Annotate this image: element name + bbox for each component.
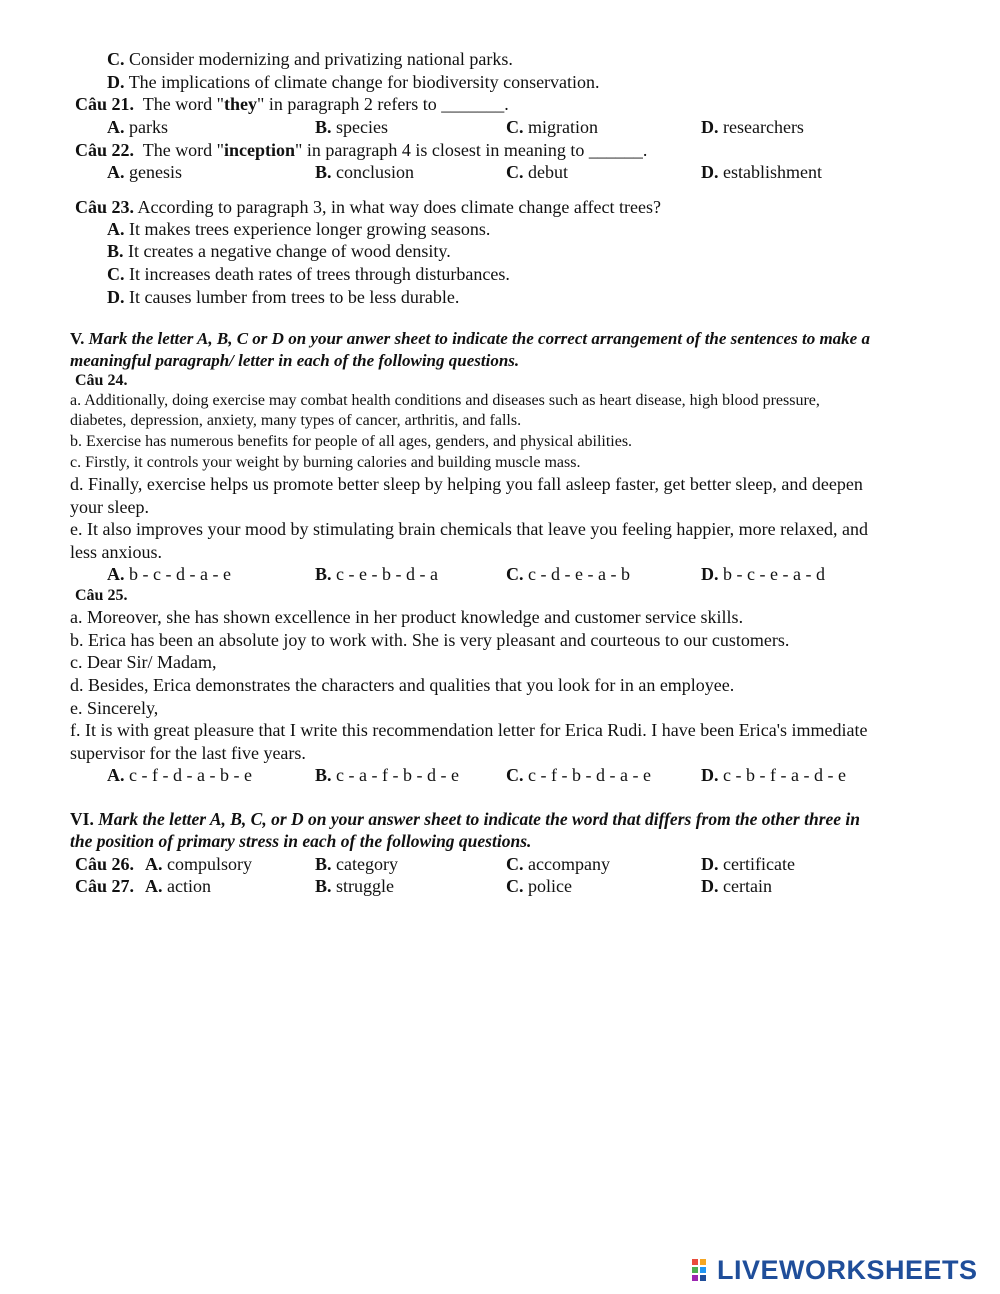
logo-text: LIVEWORKSHEETS (717, 1254, 978, 1285)
q27-option-c[interactable]: C. police (506, 876, 572, 896)
q23-option-b[interactable]: B. It creates a negative change of wood density. (107, 241, 451, 261)
q24-option-b[interactable]: B. c - e - b - d - a (315, 564, 438, 584)
section-6-instruction: VI. Mark the letter A, B, C, or D on your answer sheet to indicate the word that differs from the other three in (70, 809, 861, 829)
section-6-instruction-cont: the position of primary stress in each of the following questions. (70, 831, 532, 851)
q24-sentence-e: e. It also improves your mood by stimulating brain chemicals that leave you feeling happier, more relaxed, and (70, 519, 869, 539)
q27-option-a[interactable]: A. action (145, 876, 211, 896)
q21-option-d[interactable]: D. researchers (701, 117, 804, 137)
q21-option-c[interactable]: C. migration (506, 117, 598, 137)
q27-option-b[interactable]: B. struggle (315, 876, 395, 896)
q21-option-a[interactable]: A. parks (107, 117, 168, 137)
q25-sentence-a: a. Moreover, she has shown excellence in her product knowledge and customer service skills. (70, 607, 744, 627)
q25-option-d[interactable]: D. c - b - f - a - d - e (701, 765, 846, 785)
q24-number: Câu 24. (75, 372, 128, 389)
q24-sentence-b: b. Exercise has numerous benefits for people of all ages, genders, and physical abilities. (70, 433, 633, 450)
q20-option-d: D. The implications of climate change for biodiversity conservation. (107, 72, 600, 92)
liveworksheets-logo[interactable] (692, 1255, 978, 1285)
q27-option-d[interactable]: D. certain (701, 876, 772, 896)
q24-sentence-e-cont: less anxious. (70, 542, 162, 562)
blocks-icon (692, 1257, 714, 1283)
q23-option-d[interactable]: D. It causes lumber from trees to be less durable. (107, 287, 460, 307)
q25-sentence-f-cont: supervisor for the last five years. (70, 743, 306, 763)
q24-option-d[interactable]: D. b - c - e - a - d (701, 564, 825, 584)
q25-number: Câu 25. (75, 587, 128, 604)
section-5-instruction-cont: meaningful paragraph/ letter in each of the following questions. (70, 351, 520, 370)
q27-number: Câu 27. (75, 876, 135, 896)
q23-stem: Câu 23. According to paragraph 3, in what way does climate change affect trees? (75, 197, 661, 217)
q24-option-c[interactable]: C. c - d - e - a - b (506, 564, 630, 584)
q25-sentence-d: d. Besides, Erica demonstrates the characters and qualities that you look for in an employee. (70, 675, 735, 695)
q24-sentence-d: d. Finally, exercise helps us promote better sleep by helping you fall asleep faster, get better sleep, and deepen (70, 474, 863, 494)
q23-option-c[interactable]: C. It increases death rates of trees through disturbances. (107, 264, 510, 284)
q24-option-a[interactable]: A. b - c - d - a - e (107, 564, 231, 584)
q25-sentence-b: b. Erica has been an absolute joy to work with. She is very pleasant and courteous to our customers. (70, 630, 790, 650)
q24-sentence-d-cont: your sleep. (70, 497, 149, 517)
q26-option-a[interactable]: A. compulsory (145, 854, 252, 874)
q22-option-a[interactable]: A. genesis (107, 162, 182, 182)
q25-sentence-e: e. Sincerely, (70, 698, 159, 718)
q25-sentence-c: c. Dear Sir/ Madam, (70, 652, 217, 672)
q21-stem: Câu 21. The word "they" in paragraph 2 refers to _______. (75, 94, 509, 114)
q22-option-b[interactable]: B. conclusion (315, 162, 415, 182)
q25-sentence-f: f. It is with great pleasure that I write this recommendation letter for Erica Rudi. I have been Erica's immediate (70, 720, 868, 740)
q22-option-d[interactable]: D. establishment (701, 162, 822, 182)
q26-number: Câu 26. (75, 854, 135, 874)
q26-option-b[interactable]: B. category (315, 854, 398, 874)
q22-option-c[interactable]: C. debut (506, 162, 568, 182)
q25-option-b[interactable]: B. c - a - f - b - d - e (315, 765, 459, 785)
q25-option-c[interactable]: C. c - f - b - d - a - e (506, 765, 651, 785)
q23-option-a[interactable]: A. It makes trees experience longer growing seasons. (107, 219, 491, 239)
q20-option-c: C. Consider modernizing and privatizing national parks. (107, 49, 513, 69)
section-5-instruction: V. Mark the letter A, B, C or D on your anwer sheet to indicate the correct arrangement of the sentences to make a (70, 329, 870, 348)
q24-sentence-a: a. Additionally, doing exercise may combat health conditions and diseases such as heart disease, high blood pressure, (70, 392, 820, 409)
q26-option-c[interactable]: C. accompany (506, 854, 610, 874)
q26-option-d[interactable]: D. certificate (701, 854, 795, 874)
q24-sentence-c: c. Firstly, it controls your weight by burning calories and building muscle mass. (70, 454, 581, 471)
q21-option-b[interactable]: B. species (315, 117, 388, 137)
q22-stem: Câu 22. The word "inception" in paragraph 4 is closest in meaning to ______. (75, 140, 648, 160)
q24-sentence-a-cont: diabetes, depression, anxiety, many types of cancer, arthritis, and falls. (70, 412, 522, 429)
q25-option-a[interactable]: A. c - f - d - a - b - e (107, 765, 252, 785)
